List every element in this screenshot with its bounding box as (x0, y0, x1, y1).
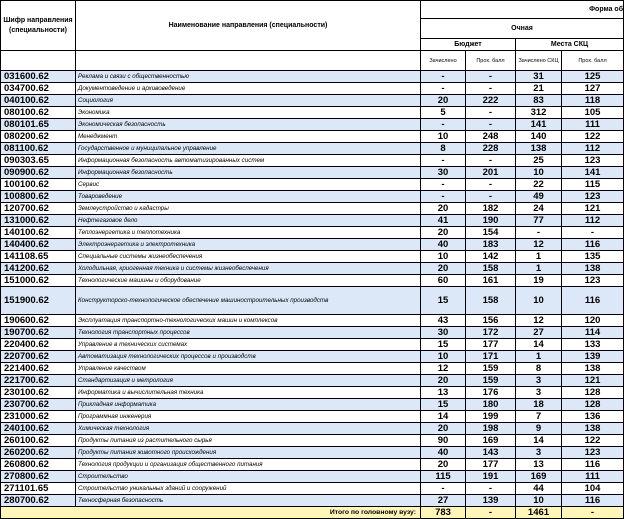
table-row (1, 471, 624, 483)
row-skc-enrolled: 3 (516, 375, 562, 387)
row-name: Строительство (76, 471, 421, 483)
row-name: Информатика и вычислительная техника (76, 387, 421, 399)
header-name-spacer (76, 51, 421, 71)
row-code: 271101.65 (1, 483, 76, 495)
row-budget-enrolled: 8 (421, 143, 466, 155)
table-row (1, 387, 624, 399)
row-skc-score: 138 (562, 423, 624, 435)
row-budget-score: - (466, 71, 516, 83)
row-code: 080200.62 (1, 131, 76, 143)
row-skc-enrolled: 31 (516, 71, 562, 83)
row-skc-enrolled: 21 (516, 83, 562, 95)
row-skc-score: 121 (562, 203, 624, 215)
row-name: Автоматизация технологических процессов и производств (76, 351, 421, 363)
row-name: Продукты питания из растительного сырья (76, 435, 421, 447)
table-row (1, 275, 624, 287)
row-budget-enrolled: 10 (421, 351, 466, 363)
row-name: Химическая технология (76, 423, 421, 435)
row-name: Нефтегазовое дело (76, 215, 421, 227)
row-code: 080101.65 (1, 119, 76, 131)
row-budget-score: 198 (466, 423, 516, 435)
row-name: Продукты питания животного происхождения (76, 447, 421, 459)
row-code: 151000.62 (1, 275, 76, 287)
row-budget-score: 177 (466, 459, 516, 471)
row-code: 220400.62 (1, 339, 76, 351)
row-skc-score: 121 (562, 375, 624, 387)
row-budget-score: 159 (466, 375, 516, 387)
row-skc-enrolled: 24 (516, 203, 562, 215)
header-pass-score-skc: Прох. балл (562, 51, 624, 71)
row-budget-enrolled: 12 (421, 363, 466, 375)
table-row (1, 83, 624, 95)
row-budget-score: 222 (466, 95, 516, 107)
table-row (1, 263, 624, 275)
row-budget-enrolled: 43 (421, 315, 466, 327)
header-mode: Очная (421, 19, 624, 39)
row-code: 270800.62 (1, 471, 76, 483)
row-budget-enrolled: - (421, 191, 466, 203)
row-skc-score: 112 (562, 215, 624, 227)
row-budget-enrolled: 115 (421, 471, 466, 483)
row-budget-enrolled: 20 (421, 227, 466, 239)
row-skc-enrolled: 8 (516, 363, 562, 375)
row-skc-score: 114 (562, 327, 624, 339)
row-skc-score: - (562, 227, 624, 239)
row-budget-enrolled: 15 (421, 339, 466, 351)
row-name: Управление качеством (76, 363, 421, 375)
row-code: 260800.62 (1, 459, 76, 471)
row-budget-score: - (466, 119, 516, 131)
row-budget-enrolled: - (421, 83, 466, 95)
row-code: 140400.62 (1, 239, 76, 251)
row-budget-score: 156 (466, 315, 516, 327)
row-skc-enrolled: - (516, 227, 562, 239)
table-row (1, 483, 624, 495)
row-name: Сервис (76, 179, 421, 191)
row-budget-score: 190 (466, 215, 516, 227)
row-code: 190600.62 (1, 315, 76, 327)
total-skc-enrolled: 1461 (516, 507, 562, 519)
row-budget-enrolled: 27 (421, 495, 466, 507)
table-row (1, 447, 624, 459)
row-skc-enrolled: 138 (516, 143, 562, 155)
row-code: 190700.62 (1, 327, 76, 339)
row-budget-enrolled: - (421, 483, 466, 495)
row-skc-score: 125 (562, 71, 624, 83)
table-row (1, 351, 624, 363)
row-budget-enrolled: 90 (421, 435, 466, 447)
row-name: Документоведение и архивоведение (76, 83, 421, 95)
row-skc-score: 127 (562, 83, 624, 95)
row-skc-score: 118 (562, 95, 624, 107)
row-code: 151900.62 (1, 287, 76, 315)
row-code: 080100.62 (1, 107, 76, 119)
row-name: Информационная безопасность (76, 167, 421, 179)
header-budget: Бюджет (421, 39, 516, 51)
table-row (1, 287, 624, 315)
row-skc-enrolled: 19 (516, 275, 562, 287)
row-code: 034700.62 (1, 83, 76, 95)
row-budget-score: 139 (466, 495, 516, 507)
row-budget-enrolled: 14 (421, 411, 466, 423)
row-skc-enrolled: 44 (516, 483, 562, 495)
total-skc-score: - (562, 507, 624, 519)
row-name: Теплоэнергетика и теплотехника (76, 227, 421, 239)
row-budget-enrolled: 30 (421, 167, 466, 179)
row-name: Информационная безопасность автоматизированных систем (76, 155, 421, 167)
row-budget-enrolled: 20 (421, 95, 466, 107)
row-code: 141200.62 (1, 263, 76, 275)
row-skc-enrolled: 83 (516, 95, 562, 107)
row-budget-score: 154 (466, 227, 516, 239)
row-budget-score: 169 (466, 435, 516, 447)
table-row (1, 119, 624, 131)
table-row (1, 339, 624, 351)
row-name: Прикладная информатика (76, 399, 421, 411)
table-row (1, 435, 624, 447)
row-budget-score: 159 (466, 363, 516, 375)
row-name: Техносферная безопасность (76, 495, 421, 507)
row-code: 100100.62 (1, 179, 76, 191)
row-budget-enrolled: 20 (421, 423, 466, 435)
row-skc-enrolled: 312 (516, 107, 562, 119)
row-budget-score: 158 (466, 263, 516, 275)
row-skc-enrolled: 7 (516, 411, 562, 423)
row-code: 221400.62 (1, 363, 76, 375)
header-name-column: Наименование направления (специальности) (76, 1, 421, 51)
row-budget-enrolled: 60 (421, 275, 466, 287)
row-skc-enrolled: 22 (516, 179, 562, 191)
row-budget-enrolled: 10 (421, 251, 466, 263)
row-skc-score: 123 (562, 191, 624, 203)
row-name: Специальные системы жизнеобеспечения (76, 251, 421, 263)
row-skc-score: 139 (562, 351, 624, 363)
table-row (1, 215, 624, 227)
row-skc-enrolled: 18 (516, 399, 562, 411)
row-budget-enrolled: - (421, 179, 466, 191)
row-budget-enrolled: 20 (421, 263, 466, 275)
row-budget-enrolled: 20 (421, 375, 466, 387)
row-skc-score: 116 (562, 459, 624, 471)
row-skc-enrolled: 169 (516, 471, 562, 483)
row-code: 230100.62 (1, 387, 76, 399)
table-row (1, 191, 624, 203)
row-name: Стандартизация и метрология (76, 375, 421, 387)
row-skc-enrolled: 141 (516, 119, 562, 131)
row-budget-enrolled: 5 (421, 107, 466, 119)
row-budget-score: 172 (466, 327, 516, 339)
total-label: Итого по головному вузу: (1, 507, 421, 519)
row-budget-enrolled: 41 (421, 215, 466, 227)
row-skc-score: 122 (562, 435, 624, 447)
row-name: Технология продукции и организация общественного питания (76, 459, 421, 471)
row-skc-enrolled: 12 (516, 239, 562, 251)
row-budget-score: 142 (466, 251, 516, 263)
table-row (1, 203, 624, 215)
row-skc-enrolled: 3 (516, 447, 562, 459)
row-skc-enrolled: 10 (516, 167, 562, 179)
row-skc-score: 135 (562, 251, 624, 263)
row-skc-score: 115 (562, 179, 624, 191)
row-code: 221700.62 (1, 375, 76, 387)
row-skc-score: 123 (562, 155, 624, 167)
table-row (1, 327, 624, 339)
row-name: Холодильная, криогенная техника и системы жизнеобеспечения (76, 263, 421, 275)
header-pass-score: Прох. балл (466, 51, 516, 71)
row-budget-score: 158 (466, 287, 516, 315)
row-skc-score: 141 (562, 167, 624, 179)
row-budget-enrolled: 30 (421, 327, 466, 339)
row-skc-enrolled: 3 (516, 387, 562, 399)
row-code: 260200.62 (1, 447, 76, 459)
row-budget-enrolled: 15 (421, 399, 466, 411)
row-code: 131000.62 (1, 215, 76, 227)
row-name: Товароведение (76, 191, 421, 203)
row-code: 141108.65 (1, 251, 76, 263)
row-skc-score: 116 (562, 287, 624, 315)
row-code: 031600.62 (1, 71, 76, 83)
row-skc-score: 122 (562, 131, 624, 143)
row-name: Реклама и связи с общественностью (76, 71, 421, 83)
row-skc-enrolled: 140 (516, 131, 562, 143)
table-row (1, 251, 624, 263)
row-budget-score: 228 (466, 143, 516, 155)
row-name: Строительство уникальных зданий и сооружений (76, 483, 421, 495)
row-name: Государственное и муниципальное управление (76, 143, 421, 155)
header-code-spacer (1, 51, 76, 71)
table-row (1, 459, 624, 471)
row-skc-enrolled: 10 (516, 287, 562, 315)
row-budget-enrolled: 20 (421, 203, 466, 215)
row-skc-score: 112 (562, 143, 624, 155)
row-skc-enrolled: 14 (516, 339, 562, 351)
row-budget-enrolled: 20 (421, 459, 466, 471)
row-skc-enrolled: 25 (516, 155, 562, 167)
row-skc-score: 128 (562, 387, 624, 399)
table-row (1, 143, 624, 155)
row-budget-score: - (466, 155, 516, 167)
row-budget-score: 143 (466, 447, 516, 459)
header-form-title: Форма об (421, 1, 624, 19)
table-row (1, 107, 624, 119)
row-code: 090303.65 (1, 155, 76, 167)
table-row (1, 363, 624, 375)
row-name: Технология транспортных процессов (76, 327, 421, 339)
row-skc-score: 138 (562, 363, 624, 375)
row-budget-score: - (466, 483, 516, 495)
row-skc-score: 136 (562, 411, 624, 423)
row-budget-score: 161 (466, 275, 516, 287)
row-skc-score: 133 (562, 339, 624, 351)
row-skc-enrolled: 77 (516, 215, 562, 227)
row-budget-score: 180 (466, 399, 516, 411)
row-budget-score: 183 (466, 239, 516, 251)
row-name: Эксплуатация транспортно-технологических машин и комплексов (76, 315, 421, 327)
row-budget-enrolled: - (421, 71, 466, 83)
row-skc-enrolled: 12 (516, 315, 562, 327)
row-code: 040100.62 (1, 95, 76, 107)
row-name: Экономика (76, 107, 421, 119)
row-budget-enrolled: - (421, 155, 466, 167)
table-row (1, 423, 624, 435)
table-row (1, 239, 624, 251)
row-name: Землеустройство и кадастры (76, 203, 421, 215)
table-row (1, 315, 624, 327)
row-skc-score: 116 (562, 495, 624, 507)
header-enrolled: Зачислено (421, 51, 466, 71)
row-name: Социология (76, 95, 421, 107)
row-skc-score: 120 (562, 315, 624, 327)
row-code: 260100.62 (1, 435, 76, 447)
table-row (1, 411, 624, 423)
row-budget-score: 201 (466, 167, 516, 179)
row-code: 230700.62 (1, 399, 76, 411)
table-row (1, 131, 624, 143)
row-code: 081100.62 (1, 143, 76, 155)
row-skc-enrolled: 14 (516, 435, 562, 447)
row-skc-score: 138 (562, 263, 624, 275)
row-budget-score: - (466, 179, 516, 191)
table-body (1, 71, 624, 507)
row-code: 231000.62 (1, 411, 76, 423)
row-code: 120700.62 (1, 203, 76, 215)
row-name: Экономическая безопасность (76, 119, 421, 131)
row-code: 280700.62 (1, 495, 76, 507)
row-skc-enrolled: 9 (516, 423, 562, 435)
table-row (1, 95, 624, 107)
row-skc-score: 123 (562, 275, 624, 287)
row-budget-enrolled: 15 (421, 287, 466, 315)
table-row (1, 179, 624, 191)
row-name: Технологические машины и оборудование (76, 275, 421, 287)
row-skc-score: 105 (562, 107, 624, 119)
row-skc-enrolled: 13 (516, 459, 562, 471)
table-row (1, 495, 624, 507)
row-budget-enrolled: - (421, 119, 466, 131)
table-row (1, 375, 624, 387)
table-row (1, 167, 624, 179)
row-name: Программная инженерия (76, 411, 421, 423)
row-skc-enrolled: 1 (516, 351, 562, 363)
total-row (1, 507, 624, 519)
row-skc-score: 104 (562, 483, 624, 495)
row-budget-score: - (466, 83, 516, 95)
row-budget-enrolled: 10 (421, 131, 466, 143)
row-code: 220700.62 (1, 351, 76, 363)
row-budget-score: 199 (466, 411, 516, 423)
row-skc-enrolled: 49 (516, 191, 562, 203)
header-code-column: Шифр направления (специальности) (1, 1, 76, 51)
row-skc-enrolled: 10 (516, 495, 562, 507)
table-row (1, 227, 624, 239)
row-budget-enrolled: 40 (421, 447, 466, 459)
row-name: Управление в технических системах (76, 339, 421, 351)
row-skc-score: 116 (562, 239, 624, 251)
row-code: 100800.62 (1, 191, 76, 203)
total-budget-enrolled: 783 (421, 507, 466, 519)
row-name: Электроэнергетика и электротехника (76, 239, 421, 251)
row-code: 240100.62 (1, 423, 76, 435)
row-code: 090900.62 (1, 167, 76, 179)
row-code: 140100.62 (1, 227, 76, 239)
table-row (1, 71, 624, 83)
row-name: Менеджмент (76, 131, 421, 143)
row-budget-score: 248 (466, 131, 516, 143)
header-enrolled-skc: Зачислено СКЦ (516, 51, 562, 71)
header-skc: Места СКЦ (516, 39, 624, 51)
row-skc-enrolled: 1 (516, 251, 562, 263)
row-skc-score: 111 (562, 119, 624, 131)
total-budget-score: - (466, 507, 516, 519)
row-name: Конструкторско-технологическое обеспечение машиностроительных производств (76, 287, 421, 315)
row-budget-score: 177 (466, 339, 516, 351)
row-budget-score: - (466, 107, 516, 119)
row-budget-enrolled: 40 (421, 239, 466, 251)
table-row (1, 155, 624, 167)
row-budget-score: 176 (466, 387, 516, 399)
row-budget-score: - (466, 191, 516, 203)
row-skc-enrolled: 27 (516, 327, 562, 339)
row-budget-score: 171 (466, 351, 516, 363)
row-budget-score: 191 (466, 471, 516, 483)
row-skc-score: 111 (562, 471, 624, 483)
table-row (1, 399, 624, 411)
row-budget-enrolled: 13 (421, 387, 466, 399)
row-budget-score: 182 (466, 203, 516, 215)
row-skc-score: 128 (562, 399, 624, 411)
row-skc-enrolled: 1 (516, 263, 562, 275)
row-skc-score: 123 (562, 447, 624, 459)
